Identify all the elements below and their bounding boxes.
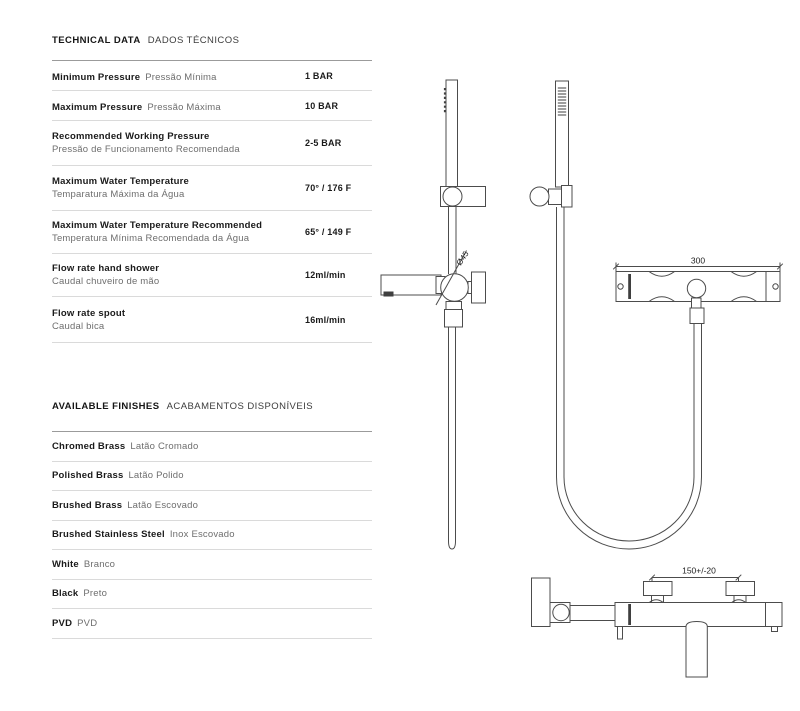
spec-label: Maximum Water Temperature Recommended Temperatura Mínima Recomendada da Água — [52, 220, 263, 244]
technical-data-title-en: TECHNICAL DATA — [52, 35, 141, 46]
finish-row-brushed-stainless-steel: Brushed Stainless Steel Inox Escovado — [52, 521, 372, 551]
spec-value: 70° / 176 F — [305, 183, 352, 193]
spec-value: 2-5 BAR — [305, 138, 342, 148]
spec-value: 65° / 149 F — [305, 227, 352, 237]
dimension-label-spacing: 150+/-20 — [682, 565, 716, 576]
spec-label: Flow rate spout Caudal bica — [52, 307, 126, 332]
technical-data-title-pt: DADOS TÉCNICOS — [147, 35, 240, 46]
bar-end-mark — [628, 274, 631, 299]
drawing-front-view — [530, 81, 702, 549]
spec-value: 10 BAR — [305, 100, 339, 111]
drawing-top-view — [613, 256, 783, 478]
dimension-label-width: 300 — [690, 255, 706, 266]
spec-label: Minimum Pressure Pressão Mínima — [52, 71, 217, 83]
spec-label: Maximum Water Temperature Temparatura Máxima da Água — [52, 176, 189, 200]
spec-label: Recommended Working Pressure Pressão de Funcionamento Recomendada — [52, 131, 240, 155]
finish-row-polished-brass: Polished Brass Latão Polido — [52, 462, 372, 492]
spout-outlet — [384, 292, 394, 297]
finish-row-chromed-brass: Chromed Brass Latão Cromado — [52, 432, 372, 462]
finish-row-brushed-brass: Brushed Brass Latão Escovado — [52, 491, 372, 521]
drawing-side-view — [381, 80, 486, 549]
available-finishes-title-pt: ACABAMENTOS DISPONÍVEIS — [166, 401, 313, 412]
spec-value: 12ml/min — [305, 270, 346, 280]
bar-end-mark — [628, 604, 631, 625]
finish-row-black: Black Preto — [52, 580, 372, 610]
finish-row-white: White Branco — [52, 550, 372, 580]
finish-row-pvd: PVD PVD — [52, 609, 372, 639]
available-finishes-title-en: AVAILABLE FINISHES — [52, 401, 160, 412]
spec-label: Flow rate hand shower Caudal chuveiro de mão — [52, 263, 160, 287]
spec-value: 1 BAR — [305, 70, 334, 81]
spec-value: 16ml/min — [305, 314, 346, 325]
dimension-label-diameter: Ø45 — [454, 249, 471, 268]
drawing-wall-front-view — [532, 566, 783, 678]
spec-label: Maximum Pressure Pressão Máxima — [52, 101, 221, 113]
